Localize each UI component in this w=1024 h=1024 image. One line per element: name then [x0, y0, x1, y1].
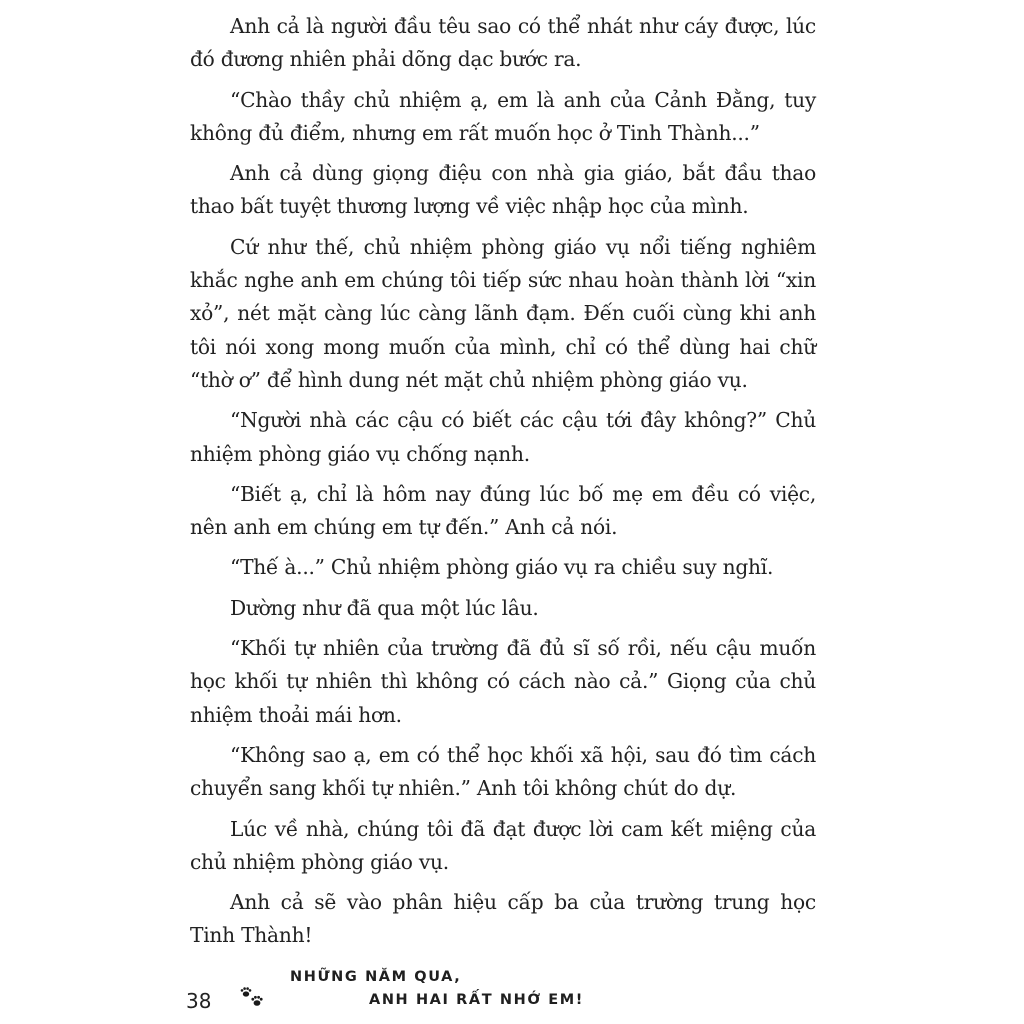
paragraph: “Khối tự nhiên của trường đã đủ sĩ số rồi, nếu cậu muốn học khối tự nhiên thì không có cách nào cả.” Giọng của chủ nhiệm thoải mái hơn. — [190, 636, 816, 727]
page-number: 38 — [186, 989, 212, 1013]
paw-prints-icon — [238, 987, 266, 1009]
paragraph: “Chào thầy chủ nhiệm ạ, em là anh của Cảnh Đằng, tuy không đủ điểm, nhưng em rất muốn học ở Tinh Thành...” — [190, 87, 816, 145]
paragraph: Lúc về nhà, chúng tôi đã đạt được lời cam kết miệng của chủ nhiệm phòng giáo vụ. — [190, 816, 816, 874]
paragraph: Anh cả sẽ vào phân hiệu cấp ba của trường trung học Tinh Thành! — [190, 890, 816, 948]
paragraph: Cứ như thế, chủ nhiệm phòng giáo vụ nổi tiếng nghiêm khắc nghe anh em chúng tôi tiếp sức nhau hoàn thành lời “xin xỏ”, nét mặt càng lúc càng lãnh đạm. Đến cuối cùng khi anh tôi nói xong mong muốn của mình, chỉ có thể dùng hai chữ “thờ ơ” để hình dung nét mặt chủ nhiệm phòng giáo vụ. — [190, 234, 816, 392]
book-title-line-2: ANH HAI RẤT NHỚ EM! — [369, 992, 584, 1008]
page-footer — [186, 955, 606, 1015]
paragraph: “Người nhà các cậu có biết các cậu tới đây không?” Chủ nhiệm phòng giáo vụ chống nạnh. — [190, 408, 816, 466]
paragraph: Anh cả dùng giọng điệu con nhà gia giáo, bắt đầu thao thao bất tuyệt thương lượng về việc nhập học của mình. — [190, 161, 816, 219]
paragraph: Anh cả là người đầu têu sao có thể nhát như cáy được, lúc đó đương nhiên phải dõng dạc bước ra. — [190, 14, 816, 72]
page-body — [190, 10, 816, 960]
paragraph: “Không sao ạ, em có thể học khối xã hội, sau đó tìm cách chuyển sang khối tự nhiên.” Anh tôi không chút do dự. — [190, 742, 816, 801]
paragraph: Dường như đã qua một lúc lâu. — [230, 595, 539, 620]
book-title-line-1: NHỮNG NĂM QUA, — [290, 969, 462, 985]
paragraph: “Thế à...” Chủ nhiệm phòng giáo vụ ra chiều suy nghĩ. — [230, 555, 774, 580]
paragraph: “Biết ạ, chỉ là hôm nay đúng lúc bố mẹ em đều có việc, nên anh em chúng em tự đến.” Anh cả nói. — [190, 481, 816, 540]
